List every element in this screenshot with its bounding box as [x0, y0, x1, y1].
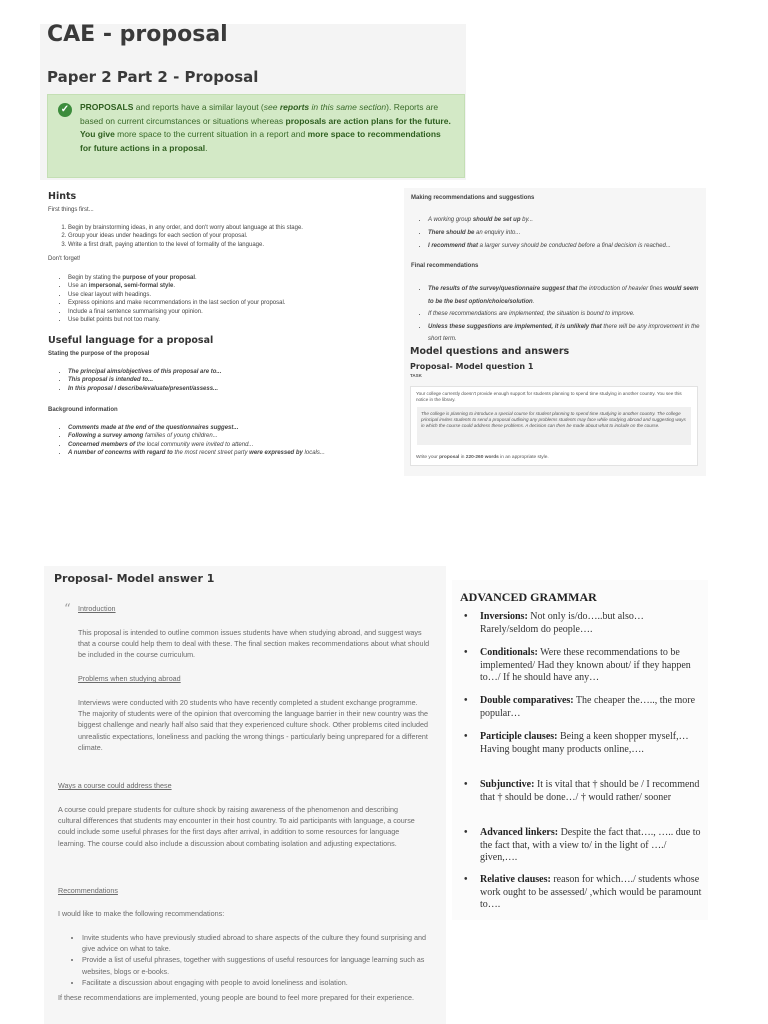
list-item: • Provide a list of useful phrases, together with suggestions of useful resources for language learning such as websites, blogs or e-books. [82, 954, 428, 976]
check-circle-icon: ✓ [58, 103, 72, 117]
heading-ways: Ways a course could address these [58, 781, 172, 790]
grammar-item-advanced-linkers: • Advanced linkers: Despite the fact that…., ….. due to the fact that, with a view to/ in the light of …./ given,…. [480, 827, 702, 865]
grammar-item-inversions: • Inversions: Not only is/do…..but also… Rarely/seldom do people…. [480, 611, 702, 636]
notice-box [417, 407, 691, 445]
final-recommendations-title: Final recommendations [411, 263, 479, 269]
section-title: Paper 2 Part 2 - Proposal [47, 68, 259, 86]
hints-steps [48, 224, 404, 249]
list-item: • The principal aims/objectives of this proposal are to... [68, 368, 404, 376]
dont-forget-label: Don't forget! [48, 256, 81, 262]
final-recommendations-list [408, 283, 702, 346]
model-answer-title: Proposal- Model answer 1 [54, 572, 215, 585]
write-instruction: Write your proposal in 220-260 words in an appropriate style. [416, 455, 549, 460]
list-item: • Use bullet points but not too many. [68, 316, 404, 324]
grammar-item-double-comparatives: • Double comparatives: The cheaper the….., the more popular… [480, 695, 702, 720]
heading-recommendations: Recommendations [58, 886, 118, 895]
list-item: 2. Group your ideas under headings for each section of your proposal. [68, 232, 404, 240]
list-item: • Following a survey among families of young children... [68, 432, 404, 440]
grammar-item-relative-clauses: • Relative clauses: reason for which…./ students whose work ought to be assessed/ ,which would be paramount to…. [480, 874, 702, 912]
paragraph-recommendations: I would like to make the following recommendations: [58, 909, 225, 918]
list-item: • If these recommendations are implemented, the situation is bound to improve. [428, 308, 702, 321]
list-item: • A working group should be set up by... [428, 214, 702, 227]
model-questions-title: Model questions and answers [410, 346, 570, 357]
list-item: • There should be an enquiry into... [428, 227, 702, 240]
grammar-item-participle-clauses: • Participle clauses: Being a keen shopper myself,… Having bought many products online,…. [480, 731, 702, 756]
model-answer-panel [44, 566, 446, 1024]
list-item: 3. Write a first draft, paying attention to the level of formality of the language. [68, 241, 404, 249]
list-item: • Comments made at the end of the questionnaires suggest... [68, 424, 404, 432]
list-item: • Use an impersonal, semi-formal style. [68, 282, 404, 290]
heading-problems: Problems when studying abroad [78, 674, 181, 683]
model-question-title: Proposal- Model question 1 [410, 362, 534, 371]
useful-language-title: Useful language for a proposal [48, 335, 214, 346]
list-item: • Express opinions and make recommendations in the last section of your proposal. [68, 299, 404, 307]
background-list [48, 424, 404, 458]
paragraph-problems: Interviews were conducted with 20 students who have recently completed a student exchange programme. The majority of students were of the opinion that overcoming the language barrier in their new country was the biggest challenge and nearly half also said that they experienced culture shock. Other problems cited included unrealistic expectations, loneliness and packing the wrong things - particularly being unprepared for a different climate. [78, 698, 429, 752]
recommendations-panel [404, 188, 706, 344]
list-item: • A number of concerns with regard to the most recent street party were expressed by locals... [68, 449, 404, 457]
task-label: TASK [410, 373, 422, 378]
task-box [410, 386, 698, 466]
advanced-grammar-panel [452, 580, 708, 920]
quote-icon: “ [64, 602, 71, 617]
page-title: CAE - proposal [47, 22, 228, 47]
hints-title: Hints [48, 191, 77, 202]
list-item: • I recommend that a larger survey should be conducted before a final decision is reached... [428, 240, 702, 253]
paragraph-introduction: This proposal is intended to outline common issues students have when studying abroad, and suggest ways that a course could help them to deal with these. The final section makes recommendations about what should be included in the course curriculum. [78, 628, 430, 660]
heading-introduction: Introduction [78, 604, 116, 613]
grammar-title: ADVANCED GRAMMAR [460, 590, 597, 604]
hints-tips [48, 274, 404, 324]
recommendations-title: Making recommendations and suggestions [411, 195, 535, 201]
task-intro: Your college currently doesn't provide enough support for students planning to spend time studying in another country. You see this notice in the library. [416, 391, 682, 402]
hints-intro: First things first... [48, 207, 94, 213]
paragraph-final: If these recommendations are implemented, young people are bound to feel more prepared for their experience. [58, 993, 414, 1002]
list-item: • Invite students who have previously studied abroad to share aspects of the culture they found surprising and give advice on what to take. [82, 932, 428, 954]
background-title: Background information [48, 407, 118, 413]
stating-title: Stating the purpose of the proposal [48, 351, 150, 357]
list-item: • Facilitate a discussion about engaging with people to avoid loneliness and isolation. [82, 977, 428, 988]
hints-panel [44, 188, 404, 476]
list-item: • This proposal is intended to... [68, 376, 404, 384]
list-item: • Use clear layout with headings. [68, 291, 404, 299]
recommendations-list [408, 214, 702, 253]
stating-list [48, 368, 404, 393]
grammar-item-subjunctive: • Subjunctive: It is vital that † should be / I recommend that † should be done…/ † would rather/ sooner [480, 779, 702, 804]
paragraph-ways: A course could prepare students for culture shock by raising awareness of the phenomenon and describing cultural differences that students may encounter in their host country. To aid participants with language, a course could include some useful phrases for the first days after arrival, in addition to some resources for language learning. The course could also include a discussion about combating isolation and adjusting expectations. [58, 805, 415, 848]
info-text: PROPOSALS and reports have a similar layout (see reports in this same section). Reports are based on current circumstances or situations whereas proposals are action plans for the future. You give more space to the current situation in a report and more space to recommendations for future actions in a proposal. [80, 102, 451, 153]
list-item: • The results of the survey/questionnaire suggest that the introduction of heavier fines would seem to be the best option/choice/solution. [428, 283, 702, 308]
list-item: • In this proposal I describe/evaluate/present/assess... [68, 385, 404, 393]
grammar-item-conditionals: • Conditionals: Were these recommendations to be implemented/ Had they known about/ if they happen to…/ If he should have any… [480, 647, 702, 685]
recommendation-list [64, 932, 428, 988]
list-item: • Concerned members of the local community were invited to attend... [68, 441, 404, 449]
notice-text: The college is planning to introduce a special course for student planning to spend time studying in another country. The college principal invites students to send a proposal outlining any problems students may face while studying abroad and suggesting ways in which the course could address these problems. A decision can then be made about what to include on the course. [421, 411, 686, 428]
list-item: • Unless these suggestions are implemented, it is unlikely that there will be any improvement in the short term. [428, 321, 702, 346]
list-item: • Begin by stating the purpose of your proposal. [68, 274, 404, 282]
info-callout [47, 94, 465, 178]
list-item: • Include a final sentence summarising your opinion. [68, 308, 404, 316]
list-item: 1. Begin by brainstorming ideas, in any order, and don't worry about language at this stage. [68, 224, 404, 232]
